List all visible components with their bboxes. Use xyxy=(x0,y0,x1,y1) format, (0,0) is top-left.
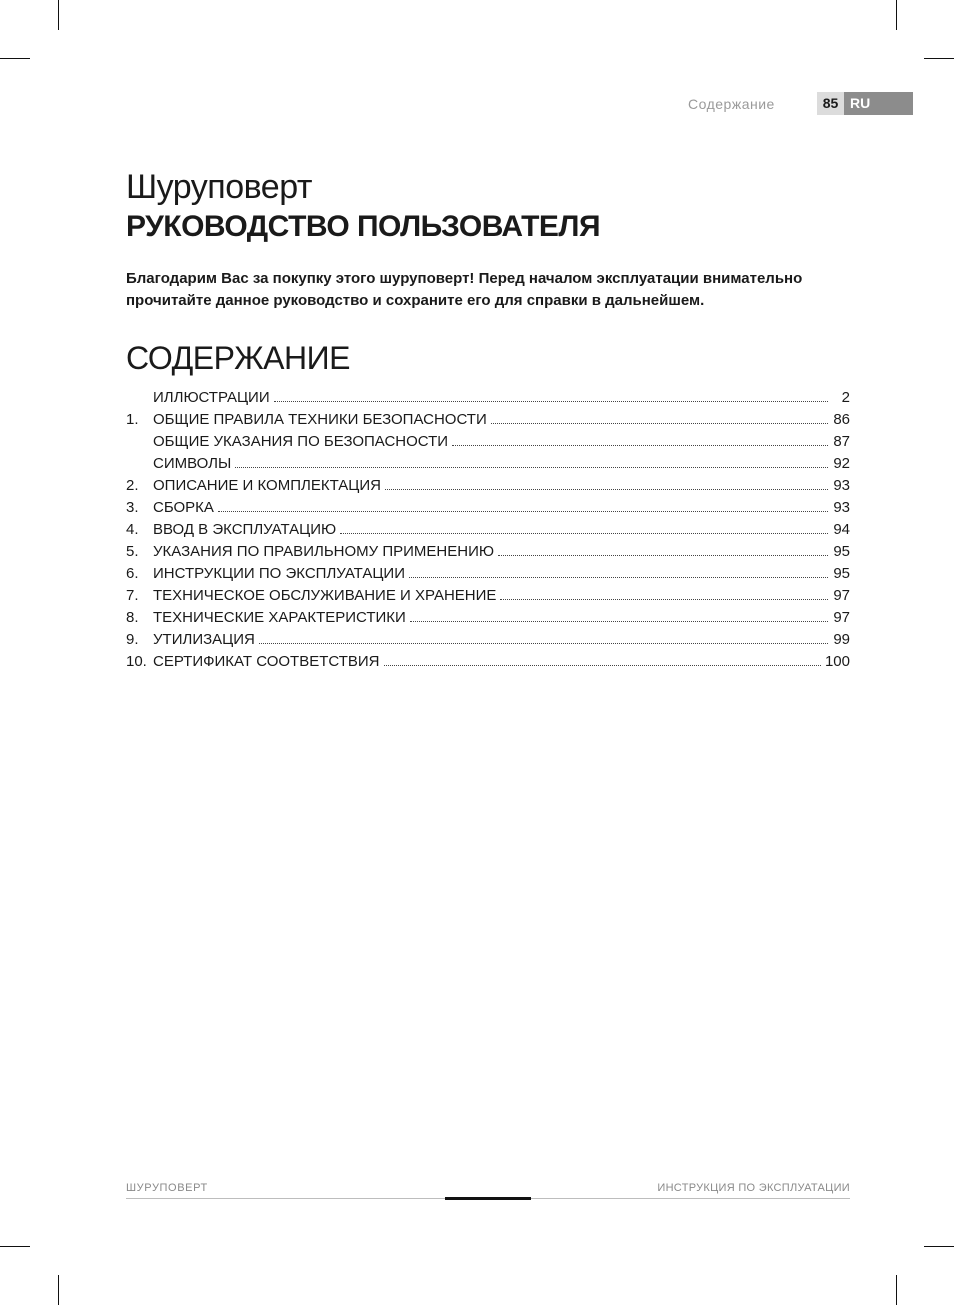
toc-entry-title: ОБЩИЕ ПРАВИЛА ТЕХНИКИ БЕЗОПАСНОСТИ xyxy=(153,411,487,428)
toc-entry-page: 86 xyxy=(833,411,850,428)
toc-dot-leader xyxy=(340,532,828,534)
toc-entry[interactable] xyxy=(126,543,850,565)
toc-entry-number: 10. xyxy=(126,653,147,670)
toc-dot-leader xyxy=(500,598,828,600)
toc-entry-page: 93 xyxy=(833,499,850,516)
toc-entry-number: 9. xyxy=(126,631,139,648)
crop-mark xyxy=(58,1275,59,1305)
toc-dot-leader xyxy=(385,488,828,490)
document-title: Шуруповерт xyxy=(126,168,312,206)
page-tab xyxy=(817,92,913,115)
toc-entry[interactable] xyxy=(126,433,850,455)
toc-entry-number: 7. xyxy=(126,587,139,604)
toc-entry-number: 2. xyxy=(126,477,139,494)
footer-product: ШУРУПОВЕРТ xyxy=(126,1182,208,1194)
crop-mark xyxy=(896,1275,897,1305)
toc-entry-page: 92 xyxy=(833,455,850,472)
toc-dot-leader xyxy=(498,554,828,556)
toc-entry-page: 97 xyxy=(833,587,850,604)
toc-dot-leader xyxy=(409,576,828,578)
document-subtitle: РУКОВОДСТВО ПОЛЬЗОВАТЕЛЯ xyxy=(126,210,601,243)
toc-entry-number: 4. xyxy=(126,521,139,538)
toc-entry[interactable] xyxy=(126,389,850,411)
toc-entry-title: СБОРКА xyxy=(153,499,214,516)
toc-entry-title: ИЛЛЮСТРАЦИИ xyxy=(153,389,270,406)
toc-heading: СОДЕРЖАНИЕ xyxy=(126,340,350,376)
toc-dot-leader xyxy=(218,510,828,512)
toc-entry[interactable] xyxy=(126,631,850,653)
crop-mark xyxy=(896,0,897,30)
toc-entry-page: 93 xyxy=(833,477,850,494)
toc-entry[interactable] xyxy=(126,411,850,433)
footer-document-type: ИНСТРУКЦИЯ ПО ЭКСПЛУАТАЦИИ xyxy=(657,1182,850,1194)
toc-entry-title: ОБЩИЕ УКАЗАНИЯ ПО БЕЗОПАСНОСТИ xyxy=(153,433,449,450)
toc-entry[interactable] xyxy=(126,587,850,609)
toc-dot-leader xyxy=(384,664,821,666)
crop-mark xyxy=(58,0,59,30)
toc-entry[interactable] xyxy=(126,477,850,499)
footer-accent-bar xyxy=(445,1197,531,1200)
toc-entry-title: ТЕХНИЧЕСКИЕ ХАРАКТЕРИСТИКИ xyxy=(153,609,406,626)
toc-dot-leader xyxy=(274,400,828,402)
toc-dot-leader xyxy=(491,422,828,424)
crop-mark xyxy=(0,1246,30,1247)
toc-entry[interactable] xyxy=(126,653,850,675)
toc-entry-number: 8. xyxy=(126,609,139,626)
toc-entry-page: 87 xyxy=(833,433,850,450)
toc-entry[interactable] xyxy=(126,521,850,543)
toc-dot-leader xyxy=(259,642,828,644)
toc-entry[interactable] xyxy=(126,499,850,521)
toc-entry-page: 95 xyxy=(833,543,850,560)
toc-entry-page: 2 xyxy=(841,389,850,406)
crop-mark xyxy=(924,58,954,59)
toc-entry[interactable] xyxy=(126,565,850,587)
toc-entry-title: СИМВОЛЫ xyxy=(153,455,232,472)
toc-dot-leader xyxy=(235,466,828,468)
table-of-contents xyxy=(126,389,850,675)
toc-entry-title: ВВОД В ЭКСПЛУАТАЦИЮ xyxy=(153,521,337,538)
toc-entry-title: ТЕХНИЧЕСКОЕ ОБСЛУЖИВАНИЕ И ХРАНЕНИЕ xyxy=(153,587,497,604)
toc-dot-leader xyxy=(452,444,828,446)
intro-paragraph: Благодарим Вас за покупку этого шуруповерт! Перед началом эксплуатации внимательно прочитайте данное руководство и сохраните его для справки в дальнейшем. xyxy=(126,270,803,309)
toc-entry-title: УКАЗАНИЯ ПО ПРАВИЛЬНОМУ ПРИМЕНЕНИЮ xyxy=(153,543,495,560)
crop-mark xyxy=(0,58,30,59)
toc-entry-title: СЕРТИФИКАТ СООТВЕТСТВИЯ xyxy=(153,653,380,670)
language-label: RU xyxy=(850,95,871,111)
toc-entry[interactable] xyxy=(126,455,850,477)
crop-mark xyxy=(924,1246,954,1247)
toc-entry-title: ИНСТРУКЦИИ ПО ЭКСПЛУАТАЦИИ xyxy=(153,565,405,582)
toc-entry-number: 5. xyxy=(126,543,139,560)
toc-entry-page: 97 xyxy=(833,609,850,626)
toc-dot-leader xyxy=(410,620,828,622)
toc-entry-number: 3. xyxy=(126,499,139,516)
toc-entry-number: 6. xyxy=(126,565,139,582)
toc-entry-page: 99 xyxy=(833,631,850,648)
toc-entry-number: 1. xyxy=(126,411,139,428)
toc-entry[interactable] xyxy=(126,609,850,631)
toc-entry-title: УТИЛИЗАЦИЯ xyxy=(153,631,255,648)
page-number: 85 xyxy=(817,92,844,115)
toc-entry-page: 94 xyxy=(833,521,850,538)
toc-entry-page: 100 xyxy=(824,653,850,670)
toc-entry-page: 95 xyxy=(833,565,850,582)
toc-entry-title: ОПИСАНИЕ И КОМПЛЕКТАЦИЯ xyxy=(153,477,381,494)
header-section-title: Содержание xyxy=(688,96,775,112)
